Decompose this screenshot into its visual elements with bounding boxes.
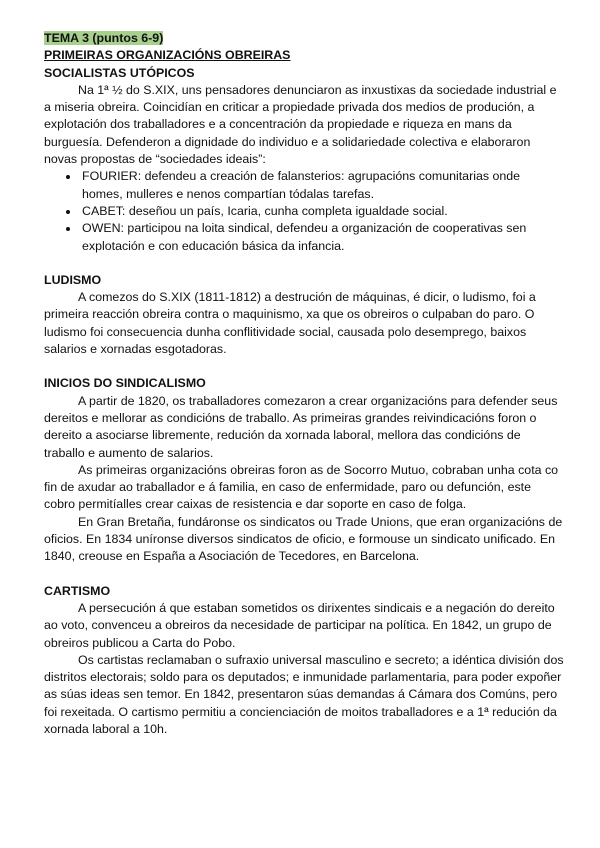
list-item-fourier: • FOURIER: defendeu a creación de falansterios: agrupacións comunitarias onde homes, mulleres e nenos compartían tódalas tarefas.: [80, 168, 564, 203]
spacer: [44, 566, 564, 583]
cartismo-paragraph-2: Os cartistas reclamaban o sufraxio universal masculino e secreto; a idéntica división dos distritos electorais; soldo para os deputados; e inmunidade parlamentaria, para poder expoñer as súas ideas sen temor. En 1842, presentaron súas demandas á Cámara dos Comúns, pero foi rexeitada. O cartismo permitiu a concienciación de moitos traballadores e a 1ª redución da xornada laboral a 10h.: [44, 652, 564, 736]
ludismo-paragraph: A comezos do S.XIX (1811-1812) a destrución de máquinas, é dicir, o ludismo, foi a primeira reacción obreira contra o maquinismo, xa que os obreiros o culpaban do paro. O ludismo foi consecuencia dunha conflitividade social, causada polo desemprego, baixos salarios e xornadas esgotadoras.: [44, 290, 536, 357]
sindicalismo-paragraph-2: As primeiras organizacións obreiras foron as de Socorro Mutuo, cobraban unha cota co fin de axudar ao traballador e á familia, en caso de enfermidade, paro ou defunción, este cobro permitíalles crear caixas de resistencia e dar soporte en caso de folga.: [44, 462, 559, 512]
socialistas-intro: Na 1ª ½ do S.XIX, uns pensadores denunciaron as inxustixas da sociedade industrial e a miseria obreira. Coincidían en criticar a propiedade privada dos medios de produción, a explotación dos traballadores e a concentración da propiedade e riqueza en mans da burguesía. Defenderon a dignidade do individuo e a solidariedade colectiva e elaboraron novas propostas de “sociedades ideais”:: [44, 82, 557, 167]
ludismo-heading: LUDISMO: [44, 272, 102, 287]
document-page: [44, 30, 564, 738]
tema-label: TEMA 3 (puntos 6-9): [44, 31, 164, 45]
sindicalismo-heading: INICIOS DO SINDICALISMO: [44, 376, 206, 391]
main-title: PRIMEIRAS ORGANIZACIÓNS OBREIRAS: [44, 48, 291, 63]
socialistas-list: [44, 168, 564, 254]
spacer: [44, 255, 564, 272]
list-item-cabet: • CABET: deseñou un país, Icaria, cunha completa igualdade social.: [80, 203, 564, 220]
cartismo-paragraph-1: A persecución á que estaban sometidos os dirixentes sindicais e a negación do dereito ao voto, convenceu a obreiros da necesidade de participar na política. En 1842, un grupo de obreiros publicou a Carta do Pobo.: [44, 600, 555, 650]
socialistas-heading: SOCIALISTAS UTÓPICOS: [44, 65, 195, 80]
cartismo-heading: CARTISMO: [44, 583, 111, 598]
spacer: [44, 358, 564, 375]
tema-label-line: [44, 30, 564, 47]
sindicalismo-paragraph-1: A partir de 1820, os traballadores comezaron a crear organizacións para defender seus dereitos e mellorar as condicións de traballo. As primeiras grandes reivindicacións foron o dereito a asociarse libremente, redución da xornada laboral, mellora das condicións de traballo e aumento de salarios.: [44, 393, 558, 460]
list-item-owen: • OWEN: participou na loita sindical, defendeu a organización de cooperativas sen explotación e con educación básica da infancia.: [80, 220, 564, 255]
sindicalismo-paragraph-3: En Gran Bretaña, fundáronse os sindicatos ou Trade Unions, que eran organizacións de oficios. En 1834 uníronse diversos sindicatos de oficio, e formouse un sindicato unificado. En 1840, creouse en España a Asociación de Tecedores, en Barcelona.: [44, 514, 563, 564]
